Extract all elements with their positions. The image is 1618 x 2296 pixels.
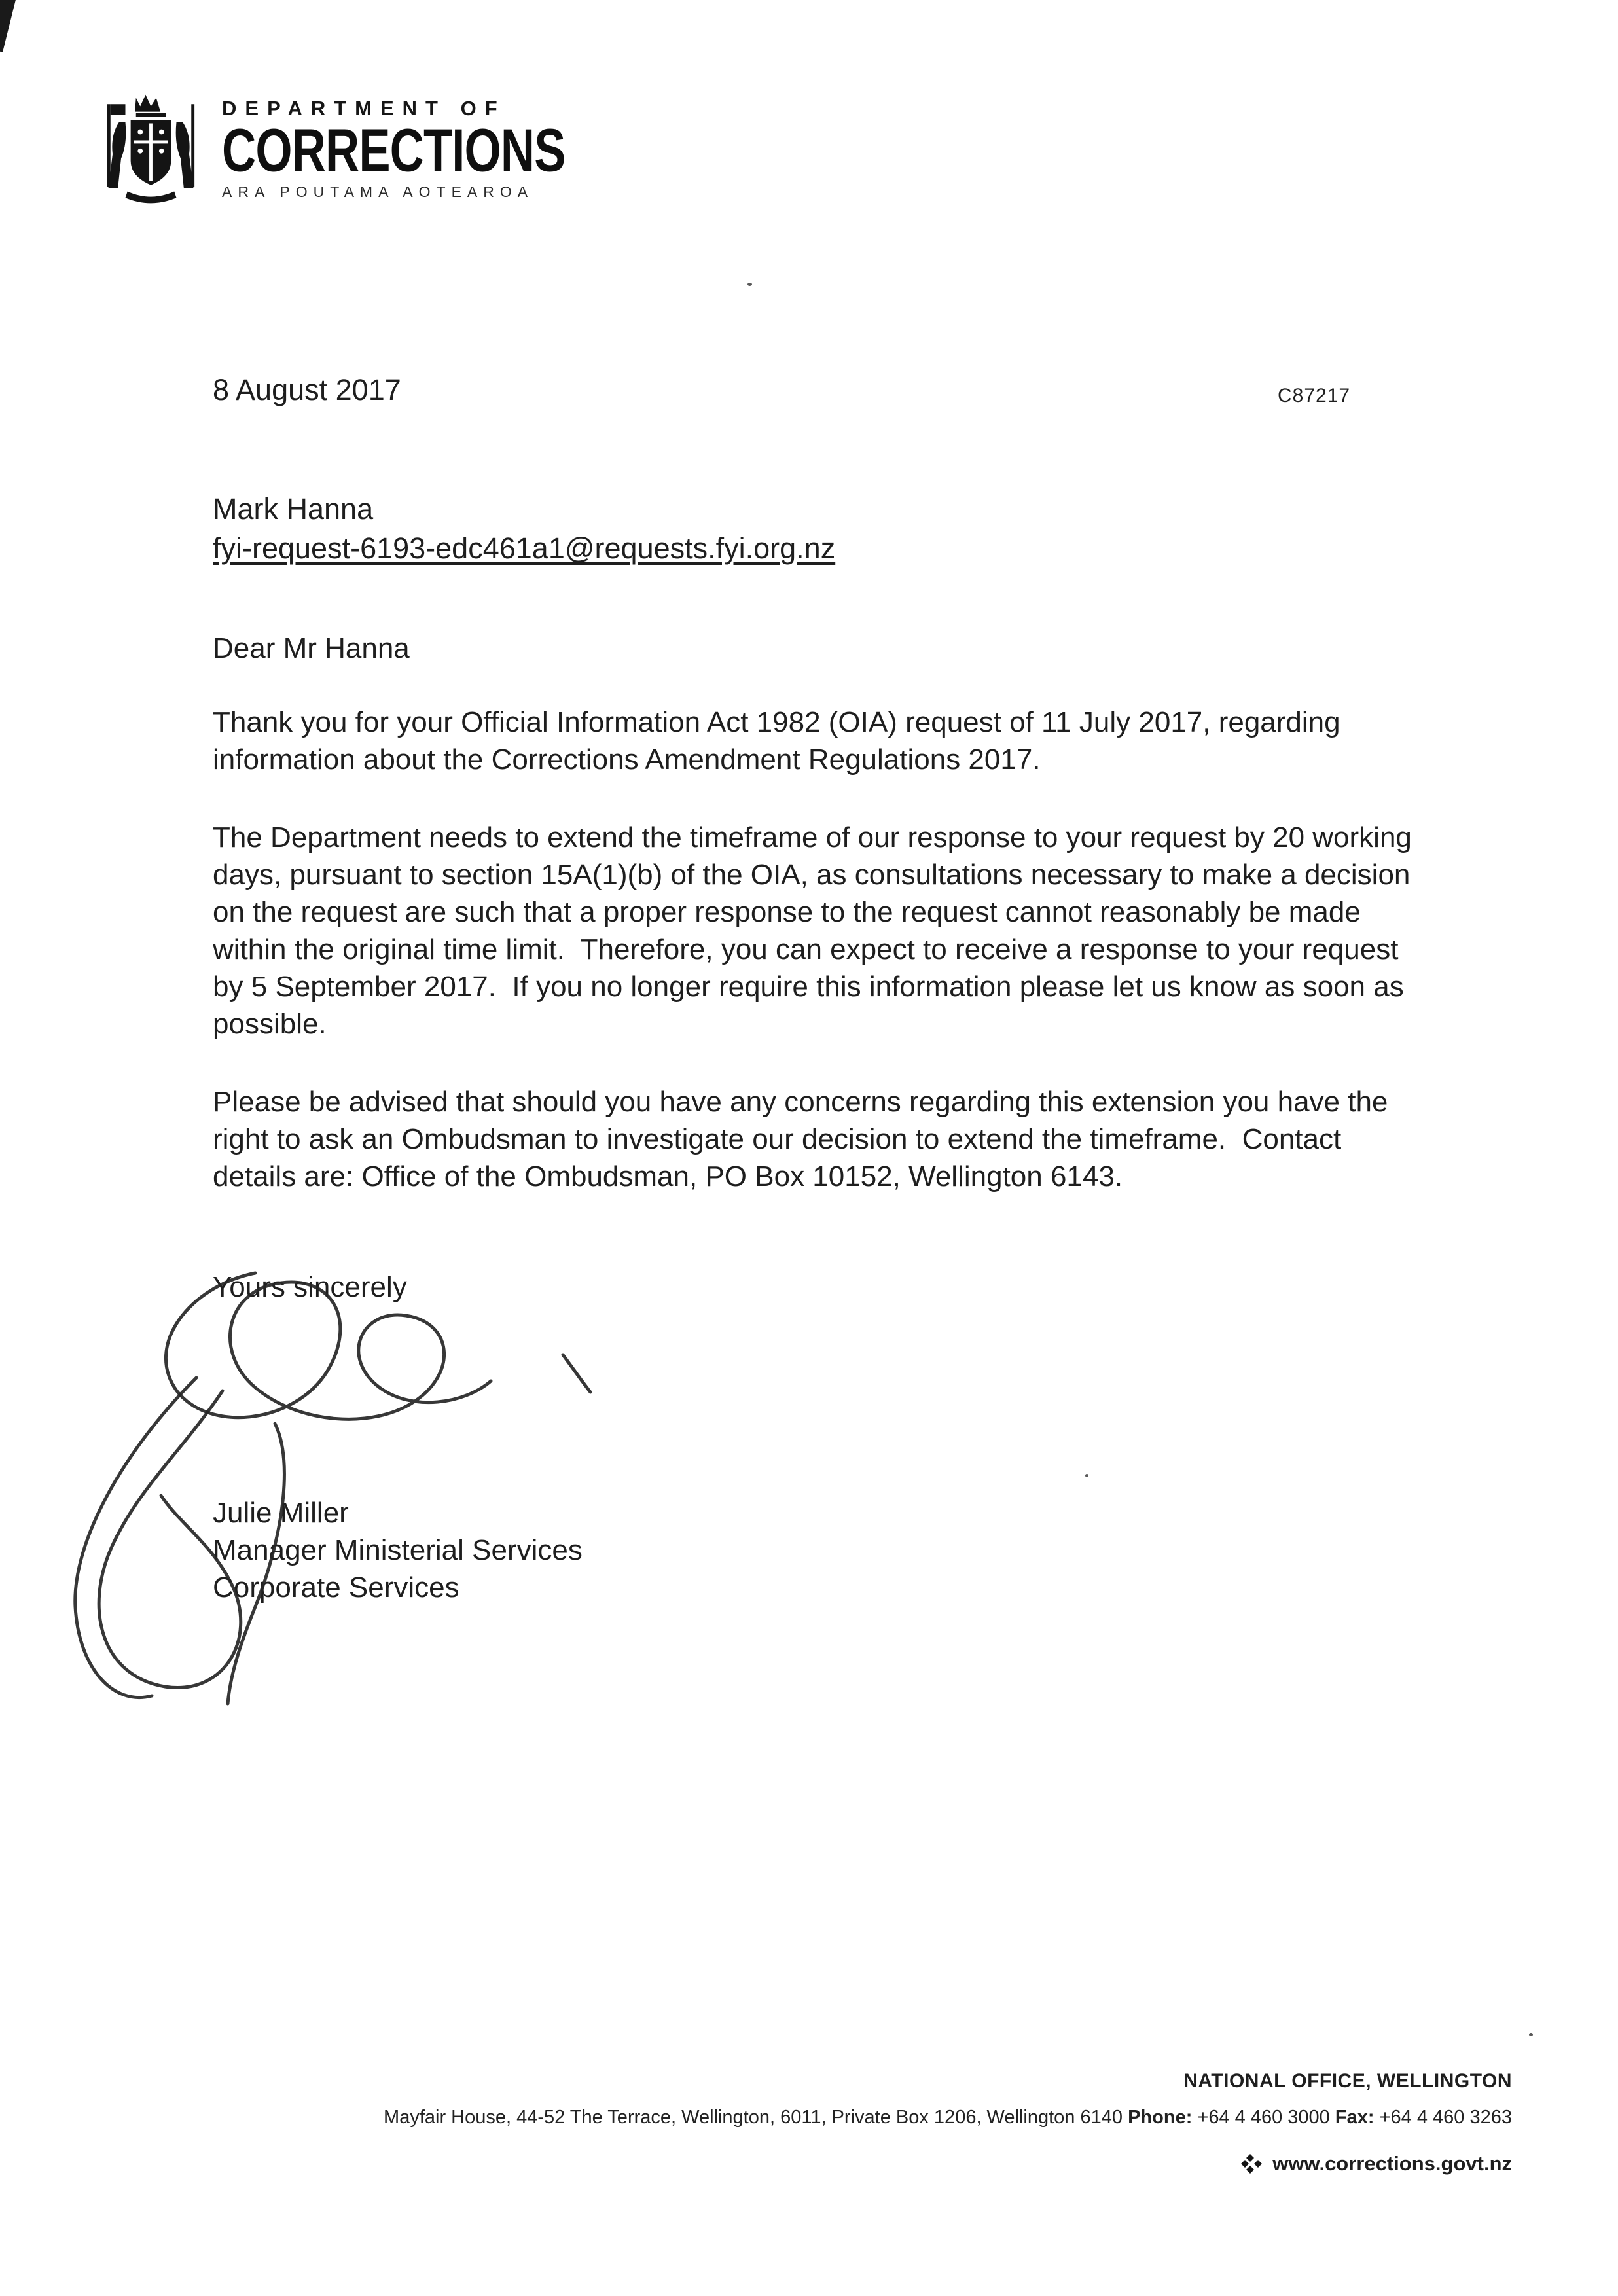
signatory-department: Corporate Services: [213, 1571, 459, 1604]
scan-speck: [1529, 2033, 1533, 2036]
corrections-diamond-icon: [1241, 2153, 1263, 2175]
letterhead-corrections: CORRECTIONS: [222, 117, 566, 185]
footer-office: NATIONAL OFFICE, WELLINGTON: [1183, 2070, 1512, 2092]
paragraph-3: Please be advised that should you have any concerns regarding this extension you have the right to ask an Ombudsman to investigate our decision to extend the timeframe. Contact details are: Office of the Ombudsman, PO Box 10152, Wellington 6143.: [213, 1086, 1396, 1193]
letterhead-maori-name: ARA POUTAMA AOTEAROA: [222, 183, 534, 200]
signatory-block: [213, 1494, 1420, 1606]
paragraph-1: Thank you for your Official Information Act 1982 (OIA) request of 11 July 2017, regarding information about the Corrections Amendment Regulations 2017.: [213, 706, 1348, 776]
letter-body: [213, 630, 1420, 1606]
closing: Yours sincerely: [213, 1271, 407, 1303]
footer-fax-label: Fax:: [1335, 2107, 1375, 2128]
footer-address: [384, 2107, 1512, 2128]
footer-phone-number: +64 4 460 3000: [1197, 2107, 1330, 2128]
footer-fax-number: +64 4 460 3263: [1379, 2107, 1512, 2128]
letterhead-department-of: DEPARTMENT OF: [222, 97, 506, 120]
coat-of-arms-logo: [97, 85, 205, 213]
paragraph-2: The Department needs to extend the timeframe of our response to your request by 20 working days, pursuant to section 15A(1)(b) of the OIA, as consultations necessary to make a decision on the request are such that a proper response to the request cannot reasonably be made within the original time limit. Therefore, you can expect to receive a response to your request by 5 September 2017. If you no longer require this information please let us know as soon as possible.: [213, 821, 1420, 1040]
scan-speck: [747, 283, 752, 286]
letter-date: 8 August 2017: [213, 373, 401, 406]
scan-speck: [1085, 1474, 1088, 1477]
reference-code: C87217: [1278, 385, 1351, 406]
scan-edge-artifact: [0, 0, 18, 52]
letterhead-text: [222, 97, 630, 201]
footer-address-text: Mayfair House, 44-52 The Terrace, Wellington, 6011, Private Box 1206, Wellington 6140: [384, 2107, 1123, 2128]
footer-website: [1241, 2152, 1512, 2176]
recipient-name: Mark Hanna: [213, 492, 374, 526]
signatory-name: Julie Miller: [213, 1497, 349, 1529]
salutation: Dear Mr Hanna: [213, 632, 410, 664]
letterhead: [97, 85, 630, 213]
recipient-block: [213, 490, 835, 568]
footer-website-url: www.corrections.govt.nz: [1272, 2152, 1512, 2175]
footer-phone-label: Phone:: [1128, 2107, 1193, 2128]
signatory-title: Manager Ministerial Services: [213, 1534, 583, 1566]
recipient-email: fyi-request-6193-edc461a1@requests.fyi.org.nz: [213, 531, 836, 565]
